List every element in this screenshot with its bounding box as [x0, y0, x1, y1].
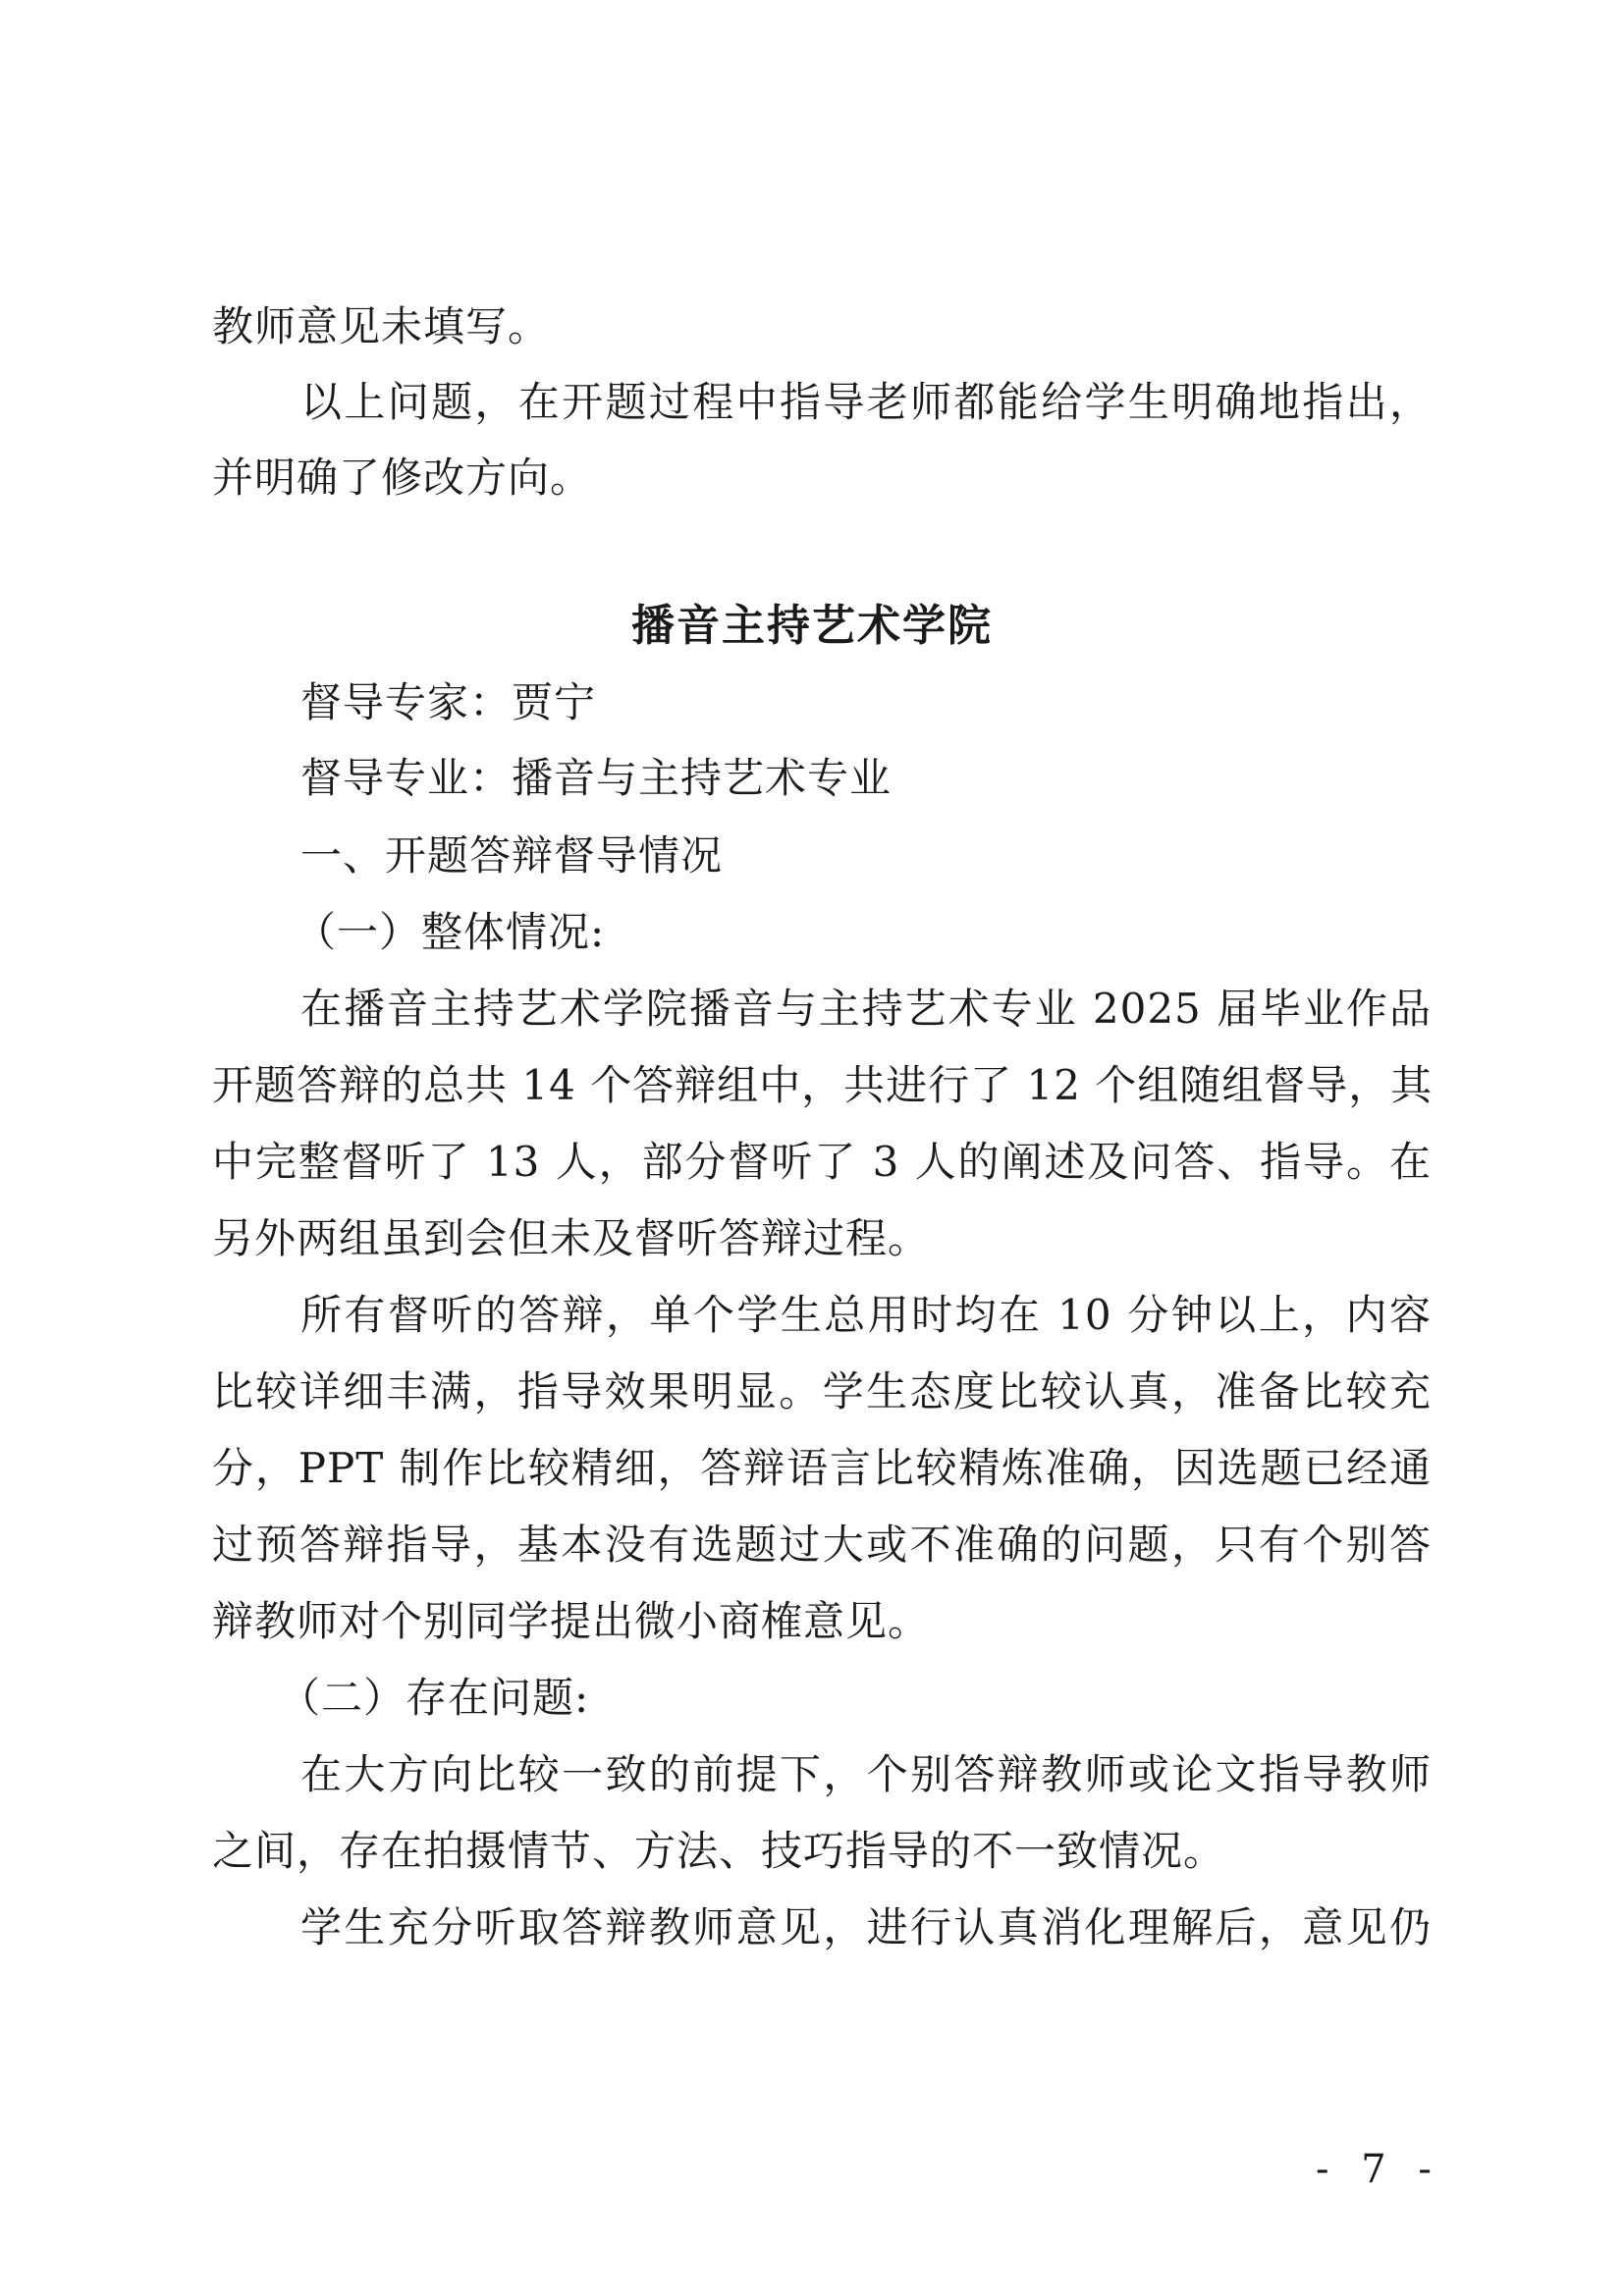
- text-line: 辩教师对个别同学提出微小商榷意见。: [212, 1597, 931, 1645]
- page-number: - 7 -: [1316, 2147, 1441, 2192]
- text-line: 过预答辩指导，基本没有选题过大或不准确的问题，只有个别答: [212, 1521, 1432, 1569]
- heading-1: 一、开题答辩督导情况: [300, 831, 724, 880]
- subheading-overall: （一）整体情况:: [295, 908, 606, 956]
- subheading-problems: （二）存在问题:: [279, 1674, 590, 1722]
- text-line: 中完整督听了 13 人，部分督听了 3 人的阐述及问答、指导。在: [212, 1138, 1432, 1186]
- text-line: 所有督听的答辩，单个学生总用时均在 10 分钟以上，内容: [300, 1291, 1432, 1339]
- text-line: 分，PPT 制作比较精细，答辩语言比较精炼准确，因选题已经通: [212, 1444, 1432, 1492]
- text-line: 在大方向比较一致的前提下，个别答辩教师或论文指导教师: [300, 1750, 1432, 1798]
- text-line: 以上问题，在开题过程中指导老师都能给学生明确地指出，: [300, 378, 1432, 426]
- text-line: 并明确了修改方向。: [212, 454, 593, 502]
- section-title: 播音主持艺术学院: [631, 601, 993, 651]
- text-line: 另外两组虽到会但未及督听答辩过程。: [212, 1214, 931, 1262]
- text-line: 教师意见未填写。: [212, 302, 551, 350]
- text-line: 在播音主持艺术学院播音与主持艺术专业 2025 届毕业作品: [300, 985, 1432, 1033]
- supervisor-expert: 督导专家：贾宁: [300, 678, 597, 726]
- text-line: 比较详细丰满，指导效果明显。学生态度比较认真，准备比较充: [212, 1367, 1432, 1415]
- text-line: 开题答辩的总共 14 个答辩组中，共进行了 12 个组随组督导，其: [212, 1061, 1434, 1109]
- supervisor-major: 督导专业：播音与主持艺术专业: [300, 754, 893, 802]
- text-line: 学生充分听取答辩教师意见，进行认真消化理解后，意见仍: [300, 1903, 1432, 1951]
- text-line: 之间，存在拍摄情节、方法、技巧指导的不一致情况。: [212, 1827, 1226, 1875]
